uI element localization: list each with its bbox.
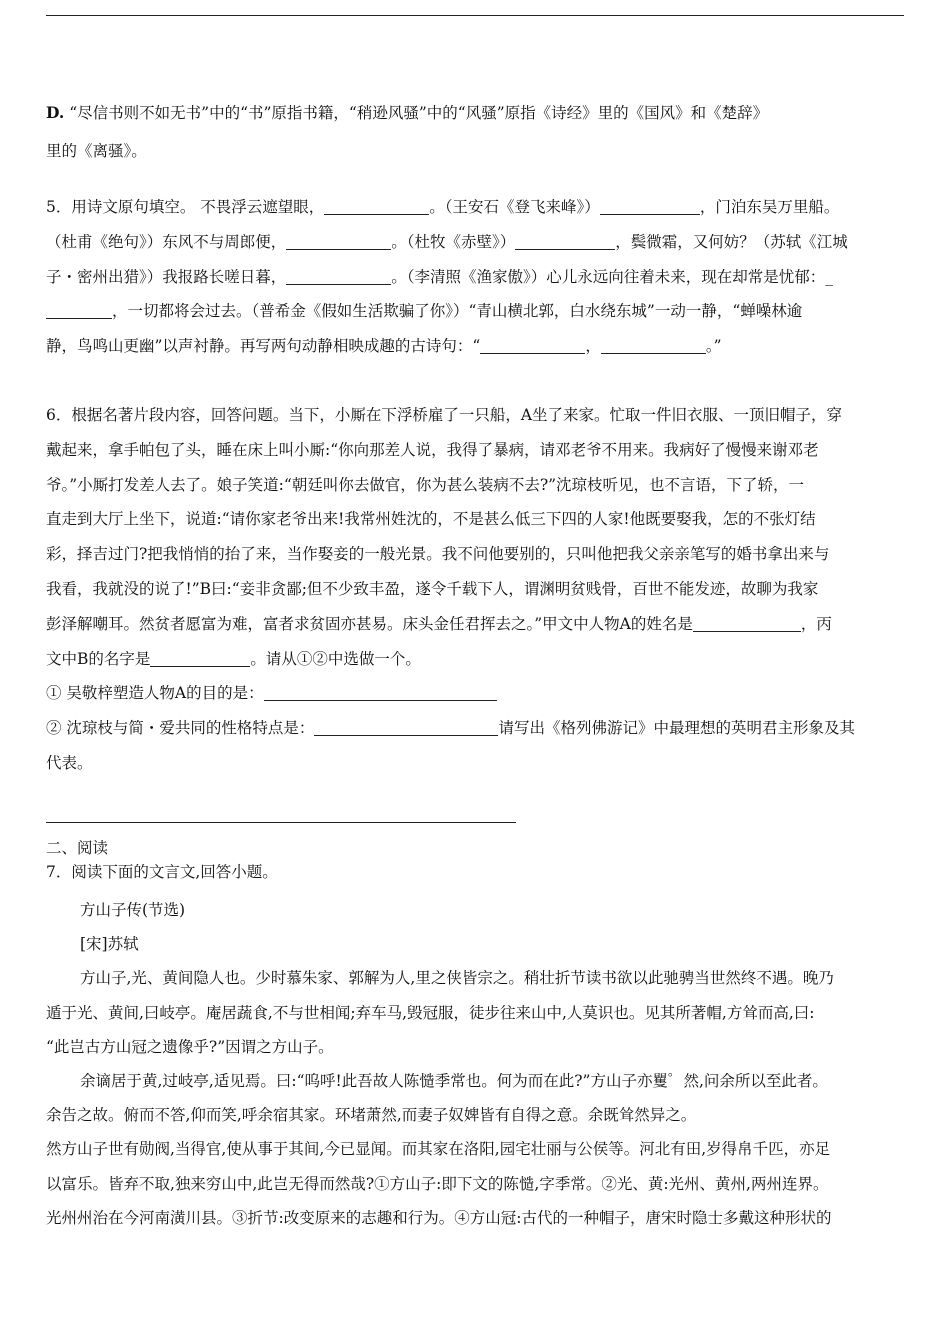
- passage-text: 以富乐。皆弃不取,独来穷山中,此岂无得而然哉?①方山子:即下文的陈慥,字季常。②光、黄:光州、黄州,两州连界。: [46, 1174, 829, 1193]
- q6-option-1-text: ① 吴敬梓塑造人物A的目的是：: [46, 684, 264, 703]
- section-title: 二、阅读: [46, 839, 109, 857]
- q6-option-1: [46, 676, 908, 711]
- q6-line: 戴起来，拿手帕包了头，睡在床上叫小厮:“你向那差人说，我得了暴病，请邓老爷不用来。我病好了慢慢来谢邓老: [46, 440, 819, 459]
- q5-text: 子・密州出猎》）我报路长嗟日暮，: [46, 267, 287, 286]
- option-d-text-2: 里的《离骚》。: [46, 141, 147, 160]
- q5-text: 。”: [705, 337, 722, 356]
- q6-option-2-text: ② 沈琼枝与简・爱共同的性格特点是：: [46, 719, 315, 738]
- answer-blank[interactable]: [324, 198, 429, 215]
- answer-blank[interactable]: [314, 719, 498, 736]
- q6-option-2: [46, 711, 908, 746]
- q6-line-text: 彭泽解嘲耳。然贫者愿富为难，富者求贫固亦甚易。床头金任君挥去之。”甲文中人物A的姓名是: [46, 614, 693, 633]
- option-d: [46, 94, 908, 170]
- answer-blank[interactable]: [480, 337, 585, 354]
- q5-text: 。（王安石《登飞来峰》）: [429, 198, 600, 216]
- q6-line-text: 。请从①②中选做一个。: [250, 649, 421, 668]
- answer-blank[interactable]: [600, 198, 700, 215]
- q5-text: 。（李清照《渔家傲》）心儿永远向往着未来，现在却常是忧郁：_: [391, 267, 834, 286]
- passage-text: 方山子,光、黄间隐人也。少时慕朱家、郭解为人,里之侠皆宗之。稍壮折节读书欲以此驰骋当世然终不遇。晚乃: [80, 969, 834, 988]
- q6-line: 直走到大厅上坐下，说道:“请你家老爷出来!我常州姓沈的，不是甚么低三下四的人家!他既要娶我，怎的不张灯结: [46, 510, 816, 529]
- passage-text: 然方山子世有勋阀,当得官,使从事于其间,今已显闻。而其家在洛阳,园宅壮丽与公侯等。河北有田,岁得帛千匹，亦足: [46, 1140, 831, 1159]
- q6-line: 彩，择吉过门?把我悄悄的抬了来，当作娶妾的一般光景。我不问他要别的，只叫他把我父亲亲笔写的婚书拿出来与: [46, 545, 830, 564]
- answer-blank[interactable]: [515, 233, 615, 250]
- q5-text: （杜甫《绝句》）东风不与周郎便，: [46, 232, 287, 251]
- passage-text: 光州州治在今河南潢川县。③折节:改变原来的志趣和行为。④方山冠:古代的一种帽子，唐宋时隐士多戴这种形状的: [46, 1208, 832, 1227]
- top-rule: [46, 15, 904, 16]
- q6-line: 6．根据名著片段内容，回答问题。当下，小厮在下浮桥雇了一只船，A坐了来家。忙取一件旧衣服、一顶旧帽子，穿: [46, 406, 843, 424]
- q6-line-end: ，丙: [800, 614, 832, 633]
- question-5: [46, 190, 908, 364]
- q5-text: ，鬓微霜，又何妨？（苏轼《江城: [615, 232, 848, 251]
- q5-text: ，门泊东吴万里船。: [699, 198, 840, 216]
- q5-text: 5．用诗文原句填空。 不畏浮云遮望眼，: [46, 198, 325, 216]
- answer-blank[interactable]: [693, 615, 801, 632]
- answer-blank[interactable]: [601, 337, 706, 354]
- q6-line: [46, 607, 908, 642]
- passage: [46, 893, 908, 1235]
- passage-text: 余谪居于黄,过岐亭,适见焉。曰:“呜呼!此吾故人陈慥季常也。何为而在此?”方山子亦矍゜然,问余所以至此者。: [80, 1072, 828, 1091]
- q5-text: ，: [585, 337, 601, 356]
- q6-line: 爷。”小厮打发差人去了。娘子笑道:“朝廷叫你去做官，你为甚么装病不去?”沈琼枝听见，也不言语，下了轿，一: [46, 475, 805, 494]
- passage-text: 余告之故。俯而不答,仰而笑,呼余宿其家。环堵萧然,而妻子奴婢皆有自得之意。余既耸然异之。: [46, 1106, 697, 1125]
- passage-text: “此岂古方山冠之遗像乎?”因谓之方山子。: [46, 1037, 334, 1056]
- q5-text: 。（杜牧《赤壁》）: [391, 232, 516, 251]
- option-d-label: D.: [46, 103, 65, 122]
- passage-text: 遁于光、黄间,曰岐亭。庵居蔬食,不与世相闻;弃车马,毁冠服，徒步往来山中,人莫识也。见其所著帽,方耸而高,曰:: [46, 1003, 815, 1022]
- q5-text: 静，鸟鸣山更幽”以声衬静。再写两句动静相映成趣的古诗句：“: [46, 337, 481, 356]
- option-d-text: “尽信书则不如无书”中的“书”原指书籍，“稍逊风骚”中的“风骚”原指《诗经》里的《国风》和《楚辞》: [69, 104, 769, 122]
- question-6: [46, 398, 908, 781]
- q6-line: 我看，我就没的说了!”B曰:“妾非贪鄙;但不少致丰盈，遂令千载下人，谓渊明贫贱骨，百世不能发迹，故聊为我家: [46, 579, 819, 598]
- answer-blank[interactable]: [286, 268, 391, 285]
- answer-blank[interactable]: [264, 684, 497, 701]
- q6-line: [46, 642, 908, 677]
- q6-option-2-text: 代表。: [46, 753, 93, 772]
- q6-option-2-text: 请写出《格列佛游记》中最理想的英明君主形象及其: [498, 719, 855, 738]
- passage-title: 方山子传(节选): [80, 901, 186, 919]
- passage-author: [宋]苏轼: [80, 935, 139, 954]
- answer-blank[interactable]: [286, 233, 391, 250]
- q7-prompt: 7．阅读下面的文言文,回答小题。: [46, 863, 278, 881]
- answer-line[interactable]: [46, 822, 516, 823]
- answer-blank[interactable]: [46, 302, 112, 319]
- q6-line-text: 文中B的名字是: [46, 649, 151, 668]
- answer-blank[interactable]: [150, 650, 250, 667]
- q5-text: ，一切都将会过去。（普希金《假如生活欺骗了你》）“青山横北郭，白水绕东城”一动一静，“蝉噪林逾: [112, 302, 803, 321]
